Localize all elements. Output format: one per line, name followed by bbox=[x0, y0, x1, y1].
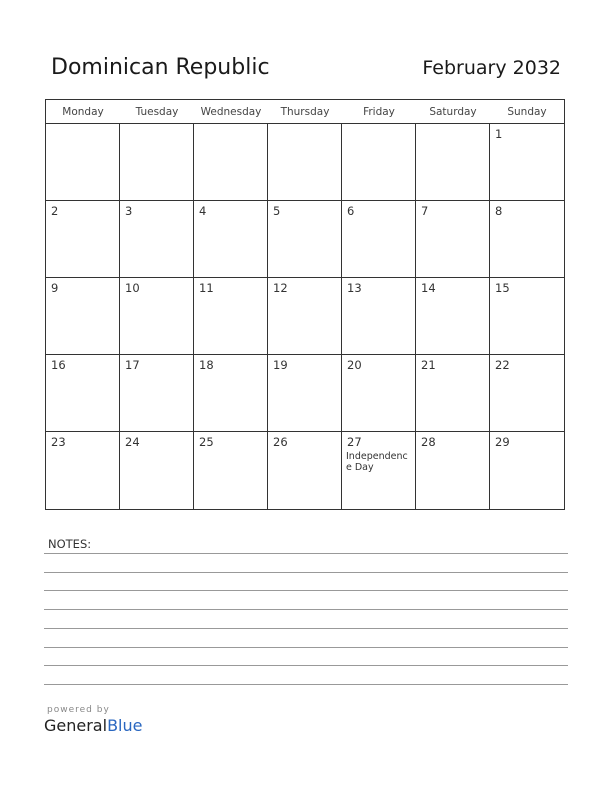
day-cell bbox=[46, 355, 120, 432]
day-cell bbox=[490, 278, 564, 355]
day-cell bbox=[268, 278, 342, 355]
note-line bbox=[44, 684, 568, 685]
day-number: 4 bbox=[199, 204, 207, 218]
day-cell bbox=[490, 124, 564, 201]
weekday-tuesday: Tuesday bbox=[135, 106, 179, 118]
day-number: 18 bbox=[199, 358, 214, 372]
day-cell bbox=[268, 124, 342, 201]
powered-by-text: powered by bbox=[47, 705, 110, 715]
day-number: 27 bbox=[347, 435, 362, 449]
note-line bbox=[44, 628, 568, 629]
note-line bbox=[44, 665, 568, 666]
day-cell bbox=[342, 432, 416, 509]
brand-general-text: General bbox=[44, 716, 108, 735]
day-number: 28 bbox=[421, 435, 436, 449]
country-title: Dominican Republic bbox=[51, 55, 270, 80]
weekday-sunday: Sunday bbox=[507, 106, 547, 118]
day-cell bbox=[194, 355, 268, 432]
day-number: 6 bbox=[347, 204, 355, 218]
generalblue-logo bbox=[44, 716, 142, 735]
weekday-header-row bbox=[46, 100, 564, 124]
note-line bbox=[44, 609, 568, 610]
notes-label: NOTES: bbox=[48, 537, 92, 551]
day-cell bbox=[268, 201, 342, 278]
day-number: 19 bbox=[273, 358, 288, 372]
note-line bbox=[44, 553, 568, 554]
day-cell bbox=[416, 201, 490, 278]
note-line bbox=[44, 590, 568, 591]
day-cell bbox=[120, 124, 194, 201]
day-cell bbox=[268, 355, 342, 432]
day-number: 9 bbox=[51, 281, 59, 295]
day-cell bbox=[342, 201, 416, 278]
day-cell bbox=[120, 201, 194, 278]
day-number: 11 bbox=[199, 281, 214, 295]
day-cell bbox=[194, 124, 268, 201]
day-number: 20 bbox=[347, 358, 362, 372]
day-cell bbox=[46, 278, 120, 355]
month-title: February 2032 bbox=[422, 57, 561, 79]
day-number: 25 bbox=[199, 435, 214, 449]
day-number: 2 bbox=[51, 204, 59, 218]
weekday-thursday: Thursday bbox=[280, 106, 330, 118]
weekday-saturday: Saturday bbox=[429, 106, 477, 118]
note-line bbox=[44, 647, 568, 648]
day-number: 7 bbox=[421, 204, 429, 218]
day-number: 1 bbox=[495, 127, 503, 141]
day-cell bbox=[46, 201, 120, 278]
day-number: 21 bbox=[421, 358, 436, 372]
day-number: 23 bbox=[51, 435, 66, 449]
day-number: 22 bbox=[495, 358, 510, 372]
day-cell bbox=[194, 432, 268, 509]
day-cell bbox=[416, 355, 490, 432]
day-number: 13 bbox=[347, 281, 362, 295]
day-number: 17 bbox=[125, 358, 140, 372]
day-number: 14 bbox=[421, 281, 436, 295]
day-cell bbox=[120, 278, 194, 355]
day-number: 10 bbox=[125, 281, 140, 295]
day-number: 12 bbox=[273, 281, 288, 295]
day-number: 5 bbox=[273, 204, 281, 218]
day-cell bbox=[194, 278, 268, 355]
day-cell bbox=[194, 201, 268, 278]
day-number: 26 bbox=[273, 435, 288, 449]
day-cell bbox=[490, 201, 564, 278]
brand-blue-text: Blue bbox=[107, 716, 143, 735]
day-cell bbox=[342, 124, 416, 201]
day-number: 29 bbox=[495, 435, 510, 449]
weekday-monday: Monday bbox=[62, 106, 104, 118]
note-line bbox=[44, 572, 568, 573]
day-cell bbox=[268, 432, 342, 509]
day-number: 8 bbox=[495, 204, 503, 218]
day-cell bbox=[490, 432, 564, 509]
day-cell bbox=[416, 124, 490, 201]
day-cell bbox=[416, 432, 490, 509]
holiday-label: Independence Day bbox=[346, 451, 408, 473]
weeks-grid bbox=[46, 124, 564, 509]
day-cell bbox=[416, 278, 490, 355]
day-number: 15 bbox=[495, 281, 510, 295]
day-number: 24 bbox=[125, 435, 140, 449]
day-cell bbox=[120, 355, 194, 432]
day-number: 16 bbox=[51, 358, 66, 372]
day-cell bbox=[342, 278, 416, 355]
day-cell bbox=[120, 432, 194, 509]
weekday-friday: Friday bbox=[363, 106, 395, 118]
calendar-grid bbox=[45, 99, 565, 510]
weekday-wednesday: Wednesday bbox=[200, 106, 262, 118]
day-number: 3 bbox=[125, 204, 133, 218]
day-cell bbox=[342, 355, 416, 432]
day-cell bbox=[46, 432, 120, 509]
day-cell bbox=[46, 124, 120, 201]
day-cell bbox=[490, 355, 564, 432]
